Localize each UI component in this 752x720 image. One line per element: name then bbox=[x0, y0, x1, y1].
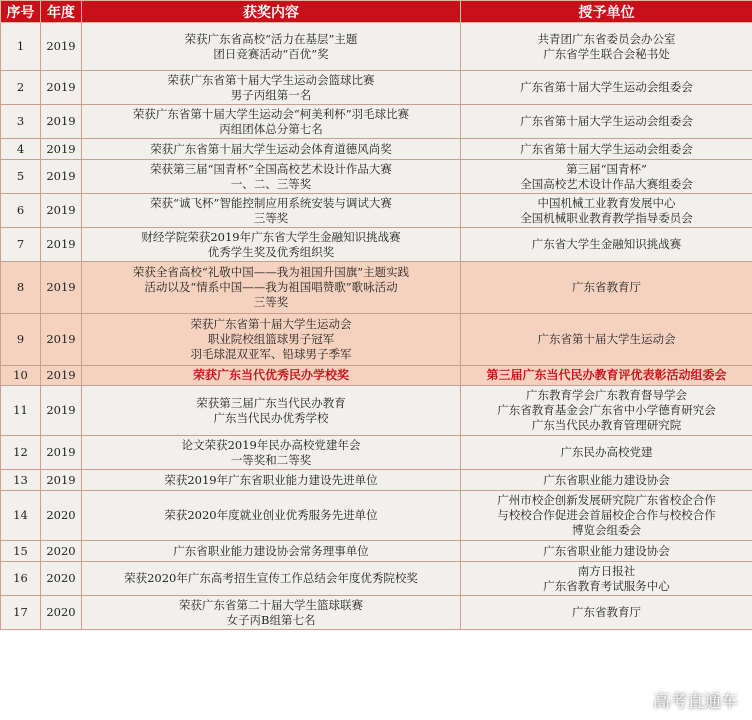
granting-unit-line: 广东省职业能力建设协会 bbox=[543, 543, 670, 558]
award-content-line: 荣获全省高校“礼敬中国——我为祖国升国旗”主题实践 bbox=[132, 265, 410, 279]
table-row bbox=[1, 228, 752, 262]
award-content-line: 一、二、三等奖 bbox=[230, 176, 312, 191]
award-content-line: 荣获广东省第十届大学生运动会篮球比赛 bbox=[167, 72, 375, 87]
table-row bbox=[1, 71, 752, 105]
row-index: 2 bbox=[1, 71, 41, 105]
granting-unit-line: 广东省教育考试服务中心 bbox=[543, 578, 670, 593]
table-row bbox=[1, 491, 752, 541]
row-year: 2019 bbox=[41, 160, 82, 194]
header-year: 年度 bbox=[41, 1, 82, 23]
header-granting-unit: 授予单位 bbox=[461, 1, 752, 23]
watermark: 高考直通车 bbox=[653, 692, 738, 712]
row-index: 1 bbox=[1, 23, 41, 71]
award-content-line: 论文荣获2019年民办高校党建年会 bbox=[181, 437, 361, 452]
row-award-content bbox=[82, 491, 461, 541]
granting-unit-line: 广东省学生联合会秘书处 bbox=[543, 46, 670, 61]
row-index: 16 bbox=[1, 562, 41, 596]
row-award-content bbox=[82, 314, 461, 366]
row-granting-unit bbox=[461, 386, 752, 436]
row-index: 8 bbox=[1, 262, 41, 314]
row-granting-unit bbox=[461, 228, 752, 262]
row-index: 11 bbox=[1, 386, 41, 436]
granting-unit-line: 共青团广东省委员会办公室 bbox=[537, 31, 676, 46]
granting-unit-line: 广东省第十届大学生运动会 bbox=[537, 332, 676, 346]
row-granting-unit bbox=[461, 314, 752, 366]
row-year: 2020 bbox=[41, 491, 82, 541]
award-content-line: 羽毛球混双亚军、铅球男子季军 bbox=[190, 347, 352, 361]
table-row bbox=[1, 139, 752, 160]
granting-unit-line: 广东省第十届大学生运动会组委会 bbox=[520, 80, 693, 94]
table-row bbox=[1, 436, 752, 470]
award-content-line: 男子丙组第一名 bbox=[230, 87, 312, 102]
row-granting-unit bbox=[461, 71, 752, 105]
award-content-line: 荣获广东省第十届大学生运动会“柯美利杯”羽毛球比赛 bbox=[132, 106, 410, 121]
granting-unit-line: 第三届“国青杯” bbox=[566, 161, 647, 176]
award-content-line: 三等奖 bbox=[253, 295, 289, 309]
row-year: 2019 bbox=[41, 228, 82, 262]
row-award-content bbox=[82, 596, 461, 630]
row-award-content bbox=[82, 228, 461, 262]
granting-unit-line: 与校校合作促进会首届校企合作与校校合作 bbox=[497, 508, 716, 522]
row-granting-unit bbox=[461, 366, 752, 386]
row-year: 2020 bbox=[41, 596, 82, 630]
row-index: 12 bbox=[1, 436, 41, 470]
granting-unit-line: 广东省第十届大学生运动会组委会 bbox=[520, 141, 693, 156]
row-granting-unit bbox=[461, 436, 752, 470]
award-content-line: 广东当代民办优秀学校 bbox=[213, 410, 329, 425]
award-content-line: 广东省职业能力建设协会常务理事单位 bbox=[173, 543, 369, 558]
header-award-content: 获奖内容 bbox=[82, 1, 461, 23]
row-index: 4 bbox=[1, 139, 41, 160]
award-content-line: 荣获广东省第十届大学生运动会体育道德风尚奖 bbox=[150, 141, 392, 156]
row-index: 10 bbox=[1, 366, 41, 386]
row-index: 5 bbox=[1, 160, 41, 194]
table-row bbox=[1, 314, 752, 366]
table-row bbox=[1, 160, 752, 194]
row-year: 2019 bbox=[41, 386, 82, 436]
award-content-line: 荣获广东当代优秀民办学校奖 bbox=[192, 368, 349, 382]
row-award-content bbox=[82, 386, 461, 436]
award-content-line: 荣获第三届“国青杯”全国高校艺术设计作品大赛 bbox=[150, 161, 392, 176]
award-content-line: 三等奖 bbox=[253, 210, 289, 225]
row-year: 2019 bbox=[41, 366, 82, 386]
row-granting-unit bbox=[461, 470, 752, 491]
table-row bbox=[1, 194, 752, 228]
granting-unit-line: 第三届广东当代民办教育评优表彰活动组委会 bbox=[486, 368, 727, 382]
table-row bbox=[1, 470, 752, 491]
row-year: 2019 bbox=[41, 71, 82, 105]
table-row bbox=[1, 105, 752, 139]
row-granting-unit bbox=[461, 23, 752, 71]
award-content-line: 荣获广东省高校“活力在基层”主题 bbox=[184, 31, 358, 46]
table-row bbox=[1, 386, 752, 436]
award-content-line: 荣获2020年广东高考招生宣传工作总结会年度优秀院校奖 bbox=[124, 571, 418, 585]
row-award-content bbox=[82, 562, 461, 596]
row-granting-unit bbox=[461, 194, 752, 228]
granting-unit-line: 广东省教育厅 bbox=[572, 605, 641, 619]
row-award-content bbox=[82, 139, 461, 160]
granting-unit-line: 全国高校艺术设计作品大赛组委会 bbox=[520, 176, 693, 191]
row-year: 2019 bbox=[41, 262, 82, 314]
granting-unit-line: 博览会组委会 bbox=[572, 523, 641, 537]
award-content-line: 荣获广东省第二十届大学生篮球联赛 bbox=[179, 597, 363, 612]
table-row bbox=[1, 562, 752, 596]
award-content-line: 一等奖和二等奖 bbox=[230, 452, 312, 467]
row-award-content bbox=[82, 71, 461, 105]
table-row bbox=[1, 262, 752, 314]
row-year: 2019 bbox=[41, 139, 82, 160]
row-award-content bbox=[82, 194, 461, 228]
table-row bbox=[1, 366, 752, 386]
award-content-line: 财经学院荣获2019年广东省大学生金融知识挑战赛 bbox=[141, 229, 401, 244]
granting-unit-line: 广东省教育基金会广东省中小学德育研究会 bbox=[497, 403, 716, 417]
row-award-content bbox=[82, 160, 461, 194]
row-year: 2019 bbox=[41, 105, 82, 139]
row-year: 2020 bbox=[41, 562, 82, 596]
award-content-line: 荣获“诚飞杯”智能控制应用系统安装与调试大赛 bbox=[150, 195, 392, 210]
row-granting-unit bbox=[461, 262, 752, 314]
row-granting-unit bbox=[461, 491, 752, 541]
row-index: 17 bbox=[1, 596, 41, 630]
award-content-line: 团日竞赛活动“百优”奖 bbox=[213, 46, 329, 61]
granting-unit-line: 广东省教育厅 bbox=[572, 280, 641, 294]
row-granting-unit bbox=[461, 562, 752, 596]
table-row bbox=[1, 541, 752, 562]
row-year: 2019 bbox=[41, 23, 82, 71]
granting-unit-line: 广东民办高校党建 bbox=[560, 445, 653, 459]
granting-unit-line: 全国机械职业教育教学指导委员会 bbox=[520, 210, 693, 225]
header-row bbox=[1, 1, 752, 23]
award-content-line: 荣获2019年广东省职业能力建设先进单位 bbox=[164, 472, 378, 487]
granting-unit-line: 广东省第十届大学生运动会组委会 bbox=[520, 114, 693, 128]
row-award-content bbox=[82, 23, 461, 71]
award-content-line: 职业院校组篮球男子冠军 bbox=[207, 332, 335, 346]
row-award-content bbox=[82, 436, 461, 470]
row-year: 2020 bbox=[41, 541, 82, 562]
row-year: 2019 bbox=[41, 470, 82, 491]
row-award-content bbox=[82, 262, 461, 314]
row-index: 13 bbox=[1, 470, 41, 491]
granting-unit-line: 广东当代民办教育管理研究院 bbox=[531, 418, 682, 432]
row-year: 2019 bbox=[41, 194, 82, 228]
award-content-line: 女子丙B组第七名 bbox=[226, 612, 316, 627]
granting-unit-line: 广东省大学生金融知识挑战赛 bbox=[531, 237, 682, 251]
award-content-line: 荣获广东省第十届大学生运动会 bbox=[190, 317, 352, 331]
award-content-line: 荣获第三届广东当代民办教育 bbox=[196, 395, 346, 410]
row-index: 14 bbox=[1, 491, 41, 541]
row-award-content bbox=[82, 470, 461, 491]
row-award-content bbox=[82, 105, 461, 139]
granting-unit-line: 广东省职业能力建设协会 bbox=[543, 472, 670, 487]
row-award-content bbox=[82, 541, 461, 562]
row-granting-unit bbox=[461, 105, 752, 139]
row-granting-unit bbox=[461, 160, 752, 194]
row-index: 9 bbox=[1, 314, 41, 366]
table-row bbox=[1, 596, 752, 630]
award-content-line: 优秀学生奖及优秀组织奖 bbox=[207, 244, 335, 259]
granting-unit-line: 中国机械工业教育发展中心 bbox=[537, 195, 676, 210]
granting-unit-line: 广东教育学会广东教育督导学会 bbox=[526, 388, 687, 402]
awards-table-body bbox=[1, 23, 752, 630]
row-index: 6 bbox=[1, 194, 41, 228]
granting-unit-line: 南方日报社 bbox=[577, 563, 636, 578]
row-year: 2019 bbox=[41, 314, 82, 366]
row-index: 7 bbox=[1, 228, 41, 262]
row-index: 3 bbox=[1, 105, 41, 139]
award-content-line: 活动以及“情系中国——我为祖国唱赞歌”歌咏活动 bbox=[144, 280, 398, 294]
row-index: 15 bbox=[1, 541, 41, 562]
award-content-line: 丙组团体总分第七名 bbox=[219, 121, 323, 136]
row-granting-unit bbox=[461, 541, 752, 562]
row-award-content bbox=[82, 366, 461, 386]
award-content-line: 荣获2020年度就业创业优秀服务先进单位 bbox=[164, 508, 378, 522]
row-granting-unit bbox=[461, 596, 752, 630]
granting-unit-line: 广州市校企创新发展研究院广东省校企合作 bbox=[497, 493, 716, 507]
table-row bbox=[1, 23, 752, 71]
row-year: 2019 bbox=[41, 436, 82, 470]
header-index: 序号 bbox=[1, 1, 41, 23]
row-granting-unit bbox=[461, 139, 752, 160]
